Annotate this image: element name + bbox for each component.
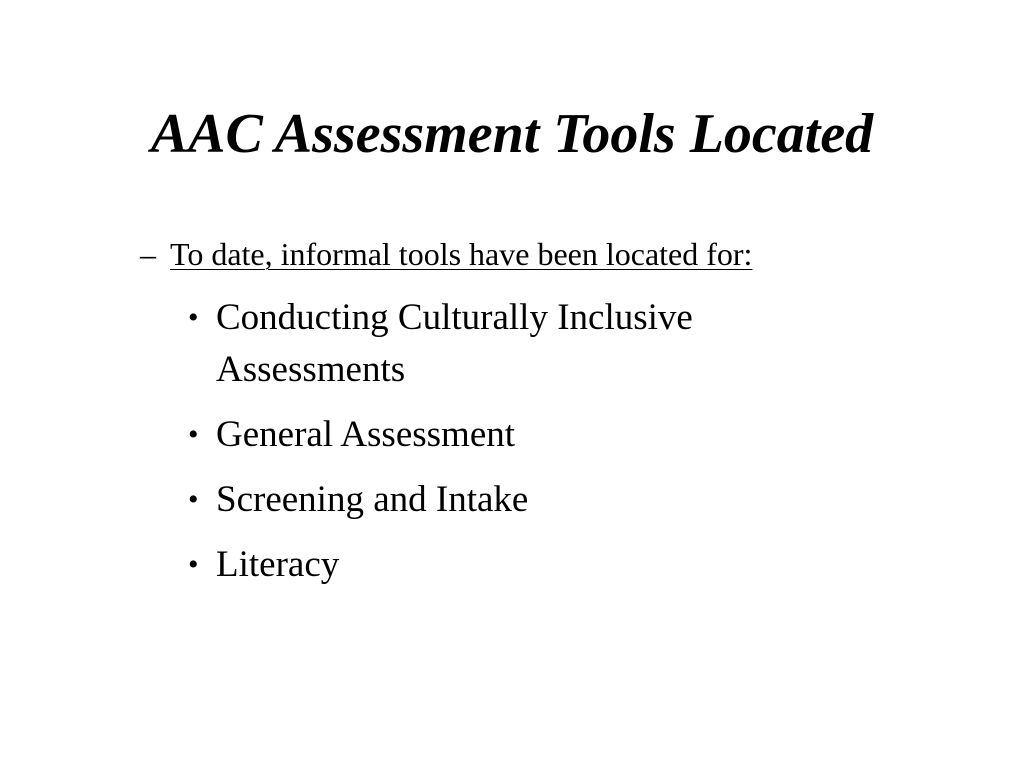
- bullet-item-literacy: [188, 539, 888, 591]
- bullet-icon: •: [188, 301, 199, 334]
- bullet-item-culturally-inclusive: [188, 292, 888, 396]
- bullet-label: Literacy: [216, 544, 340, 585]
- bullet-label: Screening and Intake: [216, 479, 529, 520]
- bullet-item-screening-intake: [188, 474, 888, 526]
- bullet-label: Conducting Culturally Inclusive Assessments: [216, 297, 693, 390]
- bullet-icon: •: [188, 548, 199, 581]
- bullet-item-general-assessment: [188, 409, 888, 461]
- dash-marker: –: [140, 236, 156, 272]
- sub-heading-text: To date, informal tools have been located for:: [170, 236, 753, 272]
- bullet-icon: •: [188, 483, 199, 516]
- bullet-list: [188, 292, 888, 604]
- slide-title: AAC Assessment Tools Located: [150, 103, 874, 165]
- bullet-icon: •: [188, 418, 199, 451]
- bullet-label: General Assessment: [216, 414, 516, 455]
- sub-heading: [140, 232, 752, 276]
